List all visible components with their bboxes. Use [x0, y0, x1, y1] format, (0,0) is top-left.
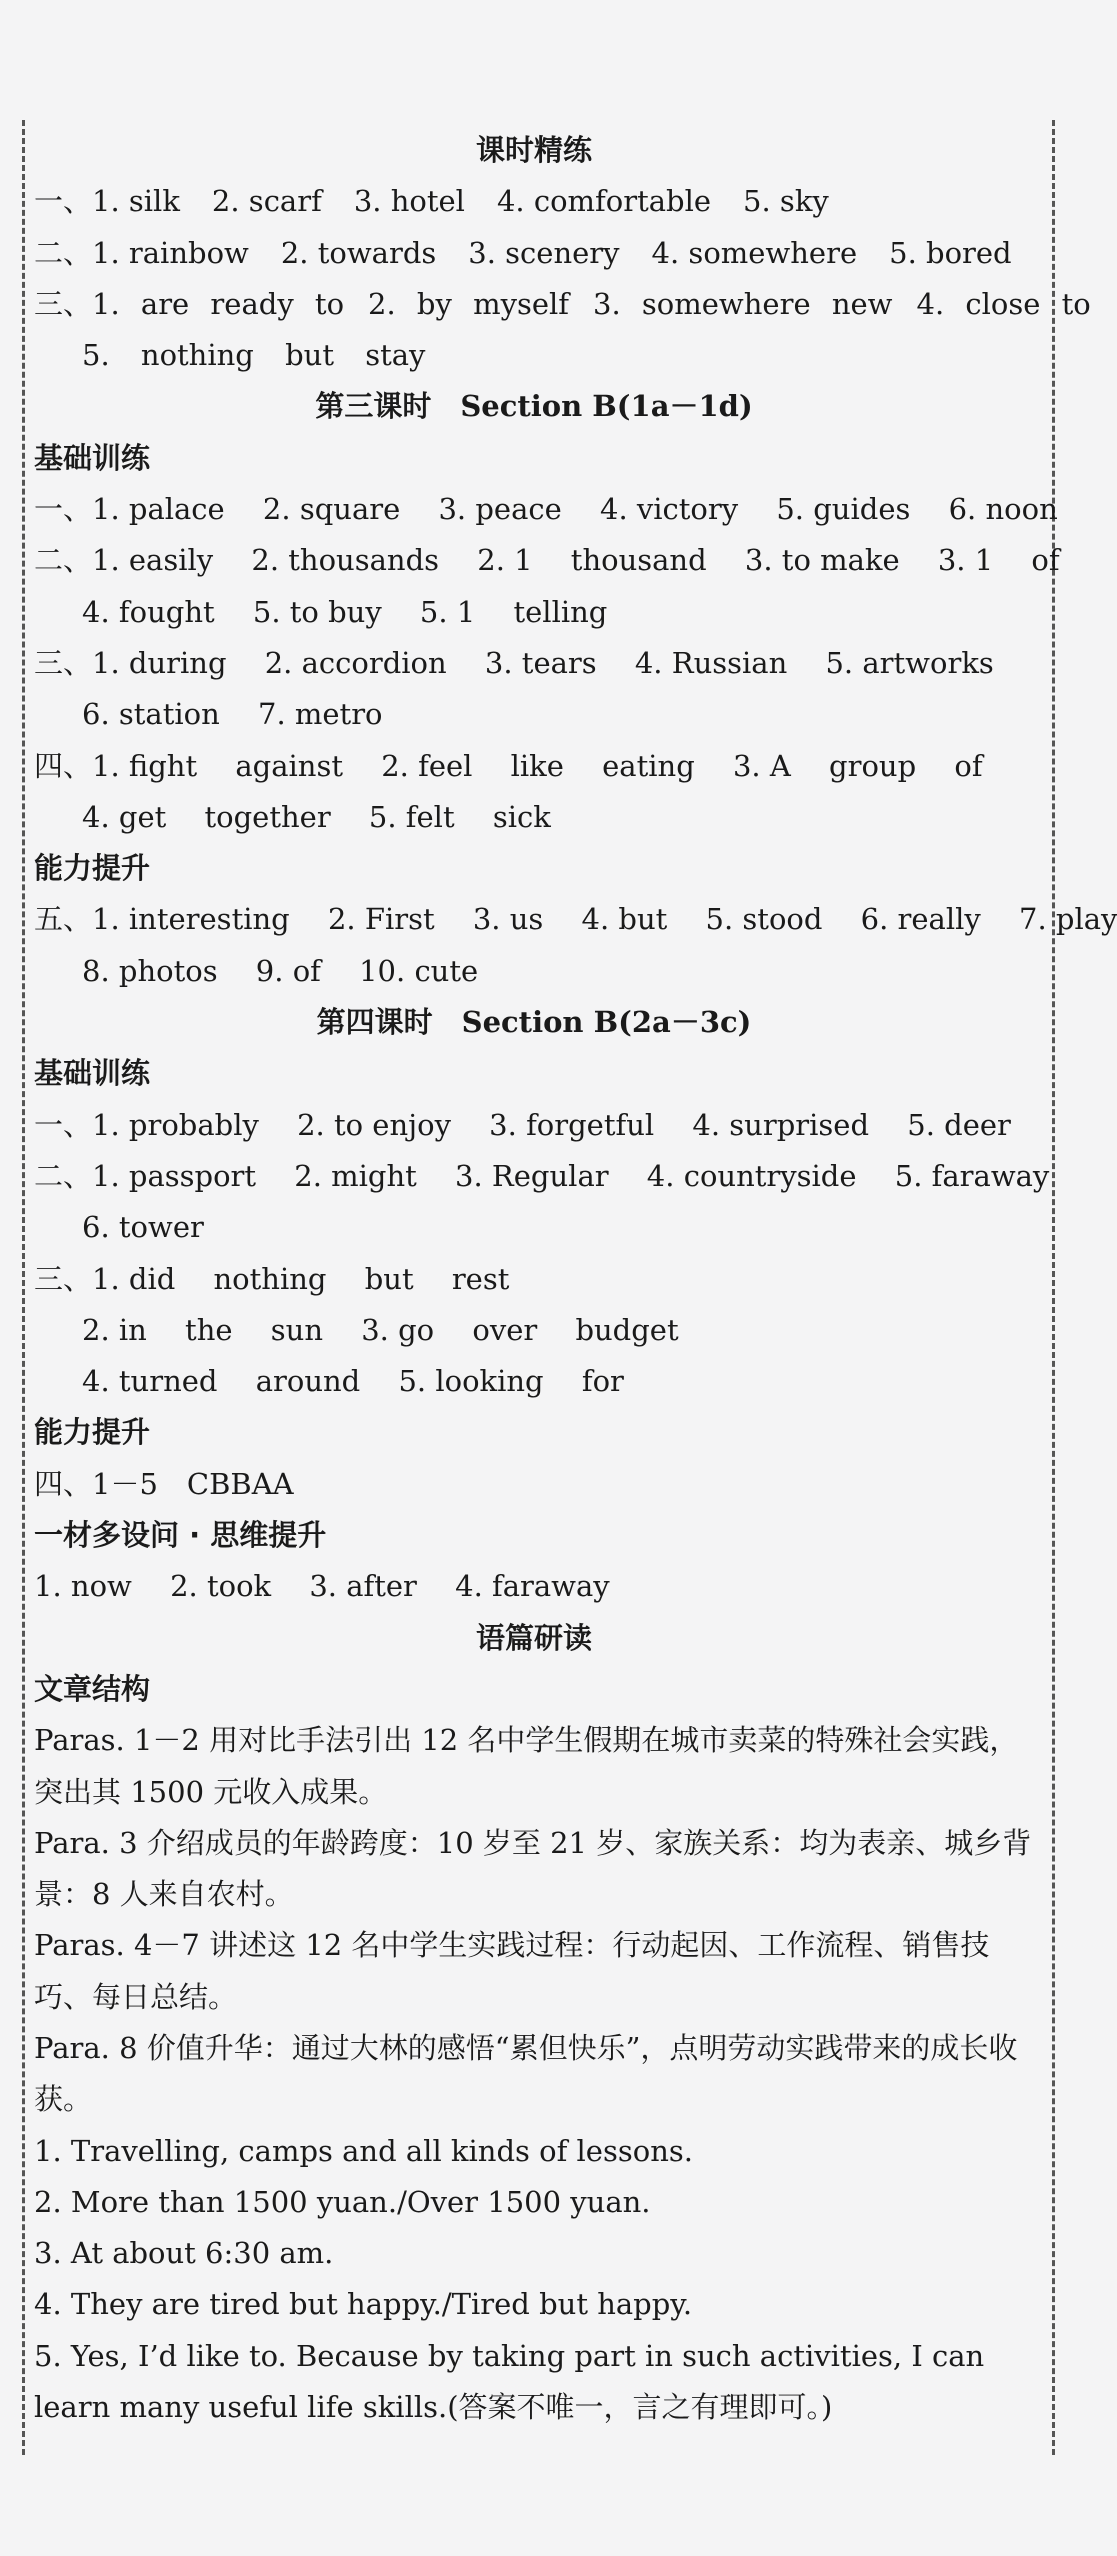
reading-answer-3: 3. At about 6:30 am. [34, 2236, 334, 2271]
reading-answer-4: 4. They are tired but happy./Tired but happy. [34, 2287, 693, 2322]
subheading-ability-improvement: 能力提升 [34, 851, 151, 886]
lesson3-line-6: 四、1. fight against 2. feel like eating 3. A group of [34, 748, 983, 783]
practice-line-4: 5. nothing but stay [82, 338, 426, 373]
lesson4-line-3: 6. tower [82, 1210, 204, 1245]
section-title-lesson-3: 第三课时 Section B(1a－1d) [315, 389, 753, 424]
subheading-article-structure: 文章结构 [34, 1671, 151, 1706]
practice-line-3: 三、1. are ready to 2. by myself 3. somewhere new 4. close to [34, 286, 1091, 321]
lesson3-line-7: 4. get together 5. felt sick [82, 799, 551, 834]
lesson3-line-5: 6. station 7. metro [82, 697, 383, 732]
lesson3-line-9: 8. photos 9. of 10. cute [82, 953, 479, 988]
right-dashed-border [1052, 120, 1055, 2455]
lesson4-line-5: 2. in the sun 3. go over budget [82, 1312, 679, 1347]
reading-answer-1: 1. Travelling, camps and all kinds of lessons. [34, 2133, 693, 2168]
section-title-practice: 课时精练 [475, 133, 592, 167]
left-dashed-border [22, 120, 25, 2455]
subheading-ability-improvement-2: 能力提升 [34, 1415, 151, 1450]
subheading-basic-training: 基础训练 [34, 440, 151, 475]
lesson3-line-4: 三、1. during 2. accordion 3. tears 4. Russian 5. artworks [34, 645, 994, 680]
lesson4-line-8: 1. now 2. took 3. after 4. faraway [34, 1569, 610, 1604]
structure-para-4: Para. 8 价值升华：通过大林的感悟“累但快乐”，点明劳动实践带来的成长收获。 [34, 2030, 1018, 2117]
answer-key-page [34, 125, 1117, 2433]
lesson4-line-4: 三、1. did nothing but rest [34, 1261, 510, 1296]
structure-para-2: Para. 3 介绍成员的年龄跨度：10 岁至 21 岁、家族关系：均为表亲、城乡背景：8 人来自农村。 [34, 1825, 1032, 1912]
practice-line-2: 二、1. rainbow 2. towards 3. scenery 4. somewhere 5. bored [34, 235, 1012, 270]
structure-para-1: Paras. 1－2 用对比手法引出 12 名中学生假期在城市卖菜的特殊社会实践，突出其 1500 元收入成果。 [34, 1723, 1019, 1809]
lesson4-line-2: 二、1. passport 2. might 3. Regular 4. countryside 5. faraway [34, 1158, 1050, 1193]
reading-answer-5: 5. Yes, I’d like to. Because by taking part in such activities, I can learn many useful life skills.(答案不唯一，言之有理即可。) [34, 2338, 985, 2425]
lesson3-line-2: 二、1. easily 2. thousands 2. 1 thousand 3. to make 3. 1 of [34, 543, 1060, 578]
section-title-reading: 语篇研读 [475, 1620, 592, 1655]
lesson3-line-8: 五、1. interesting 2. First 3. us 4. but 5. stood 6. really 7. play [34, 902, 1117, 937]
lesson4-line-6: 4. turned around 5. looking for [82, 1364, 624, 1399]
lesson4-line-7: 四、1－5 CBBAA [34, 1466, 294, 1501]
subheading-basic-training-2: 基础训练 [34, 1056, 151, 1091]
structure-para-3: Paras. 4－7 讲述这 12 名中学生实践过程：行动起因、工作流程、销售技巧、每日总结。 [34, 1928, 990, 2014]
subheading-thinking-improvement: 一材多设问 · 思维提升 [34, 1518, 327, 1553]
section-title-lesson-4: 第四课时 Section B(2a－3c) [316, 1005, 752, 1040]
reading-answer-2: 2. More than 1500 yuan./Over 1500 yuan. [34, 2184, 651, 2219]
lesson3-line-3: 4. fought 5. to buy 5. 1 telling [82, 594, 608, 629]
lesson4-line-1: 一、1. probably 2. to enjoy 3. forgetful 4. surprised 5. deer [34, 1107, 1011, 1142]
practice-line-1: 一、1. silk 2. scarf 3. hotel 4. comfortable 5. sky [34, 184, 829, 219]
lesson3-line-1: 一、1. palace 2. square 3. peace 4. victory 5. guides 6. noon [34, 492, 1058, 527]
